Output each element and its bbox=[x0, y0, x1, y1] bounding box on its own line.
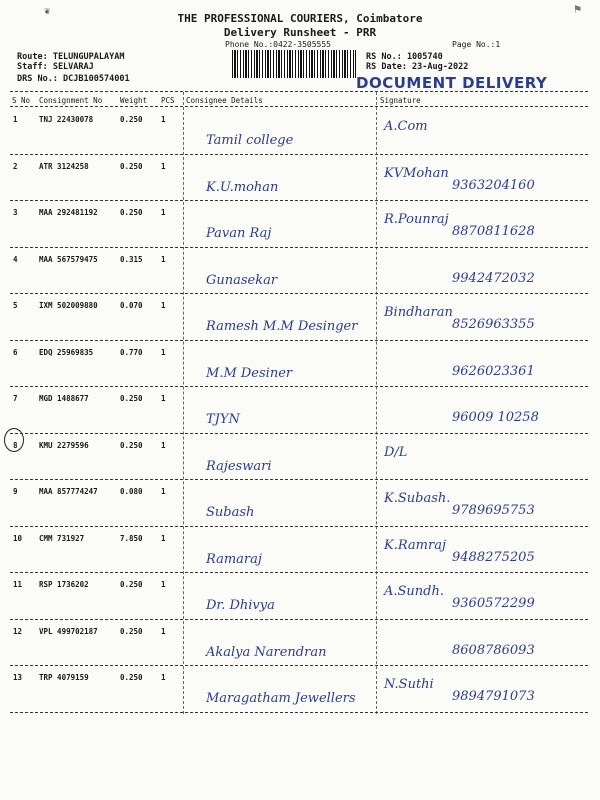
serial-number: 3 bbox=[13, 208, 18, 217]
phone-number: Phone No.:0422-3505555 bbox=[225, 40, 331, 49]
col-consignment: Consignment No bbox=[39, 96, 103, 105]
weight: 0.250 bbox=[120, 161, 143, 171]
serial-number: 5 bbox=[13, 301, 18, 310]
pieces: 1 bbox=[161, 115, 166, 124]
weight: 0.250 bbox=[120, 580, 143, 589]
serial-number: 8 bbox=[13, 440, 18, 450]
pieces: 1 bbox=[161, 394, 166, 403]
serial-number: 2 bbox=[13, 161, 18, 171]
consignee-handwriting: Subash bbox=[206, 505, 255, 520]
runsheet-subtitle: Delivery Runsheet - PRR bbox=[223, 26, 377, 39]
column-divider bbox=[376, 92, 377, 714]
recipient-signature: D/L bbox=[384, 444, 408, 460]
pieces: 1 bbox=[161, 487, 166, 496]
corner-mark: ⚑ bbox=[574, 2, 582, 16]
recipient-phone: 96009 10258 bbox=[452, 410, 539, 425]
recipient-phone: 9360572299 bbox=[452, 596, 535, 611]
recipient-signature: A.Com bbox=[384, 119, 428, 134]
header-divider bbox=[10, 106, 588, 107]
serial-number: 10 bbox=[13, 533, 23, 543]
row-divider bbox=[10, 386, 588, 387]
col-weight: Weight bbox=[120, 96, 148, 105]
consignment-number: VPL 499702187 bbox=[39, 626, 98, 636]
row-divider bbox=[10, 154, 588, 155]
barcode bbox=[232, 50, 356, 78]
weight: 0.070 bbox=[120, 301, 143, 310]
col-pcs: PCS bbox=[161, 96, 175, 105]
pieces: 1 bbox=[161, 440, 166, 450]
row-divider bbox=[10, 526, 588, 527]
recipient-signature: KVMohan bbox=[384, 165, 449, 181]
consignee-handwriting: TJYN bbox=[206, 412, 240, 427]
row-divider bbox=[10, 572, 588, 573]
consignee-handwriting: Ramaraj bbox=[206, 551, 262, 567]
recipient-signature: N.Suthi bbox=[384, 677, 434, 692]
recipient-signature: Bindharan bbox=[384, 305, 453, 320]
weight: 0.250 bbox=[120, 626, 143, 636]
weight: 0.250 bbox=[120, 673, 143, 682]
recipient-phone: 9488275205 bbox=[452, 549, 535, 565]
serial-number: 4 bbox=[13, 254, 18, 264]
consignee-handwriting: Rajeswari bbox=[206, 458, 272, 474]
recipient-signature: R.Pounraj bbox=[384, 212, 449, 227]
consignment-number: TNJ 22430078 bbox=[39, 115, 94, 124]
drs-number: DRS No.: DCJB100574001 bbox=[17, 74, 130, 84]
staff: Staff: SELVARAJ bbox=[17, 62, 94, 72]
consignment-number: ATR 3124258 bbox=[39, 161, 89, 171]
recipient-phone: 9626023361 bbox=[452, 363, 535, 379]
consignment-number: MAA 857774247 bbox=[39, 487, 98, 496]
recipient-phone: 8608786093 bbox=[452, 642, 535, 658]
pieces: 1 bbox=[161, 161, 166, 171]
weight: 7.850 bbox=[120, 533, 143, 543]
consignee-handwriting: Pavan Raj bbox=[206, 226, 272, 241]
weight: 0.250 bbox=[120, 440, 143, 450]
row-divider bbox=[10, 665, 588, 666]
recipient-phone: 9789695753 bbox=[452, 503, 535, 518]
consignment-number: MAA 567579475 bbox=[39, 254, 98, 264]
consignment-number: MGD 1488677 bbox=[39, 394, 89, 403]
weight: 0.315 bbox=[120, 254, 143, 264]
page-number: Page No.:1 bbox=[452, 40, 501, 49]
consignee-handwriting: M.M Desiner bbox=[206, 365, 293, 381]
consignee-handwriting: Gunasekar bbox=[206, 272, 278, 288]
weight: 0.250 bbox=[120, 394, 143, 403]
recipient-signature: A.Sundh. bbox=[384, 584, 444, 599]
serial-number: 11 bbox=[13, 580, 23, 589]
col-signature: Signature bbox=[380, 96, 421, 105]
pieces: 1 bbox=[161, 301, 166, 310]
consignment-number: MAA 292481192 bbox=[39, 208, 98, 217]
pieces: 1 bbox=[161, 254, 166, 264]
row-divider bbox=[10, 247, 588, 248]
consignment-number: TRP 4079159 bbox=[39, 673, 89, 682]
serial-number: 7 bbox=[13, 394, 18, 403]
recipient-signature: K.Subash. bbox=[384, 491, 451, 506]
row-divider bbox=[10, 433, 588, 434]
row-divider bbox=[10, 479, 588, 480]
serial-number: 13 bbox=[13, 673, 23, 682]
recipient-phone: 9363204160 bbox=[452, 177, 535, 193]
consignee-handwriting: Dr. Dhivya bbox=[206, 598, 275, 613]
consignee-handwriting: Akalya Narendran bbox=[206, 644, 327, 660]
serial-number: 1 bbox=[13, 115, 18, 124]
column-divider bbox=[183, 92, 184, 714]
recipient-phone: 8526963355 bbox=[452, 317, 535, 332]
pieces: 1 bbox=[161, 580, 166, 589]
consignment-number: IXM 502009880 bbox=[39, 301, 98, 310]
rs-number: RS No.: 1005740 bbox=[366, 52, 443, 62]
serial-number: 9 bbox=[13, 487, 18, 496]
recipient-signature: K.Ramraj bbox=[384, 537, 447, 553]
rs-date: RS Date: 23-Aug-2022 bbox=[366, 62, 469, 72]
corner-mark: ❦ bbox=[44, 6, 51, 17]
row-divider bbox=[10, 712, 588, 713]
route: Route: TELUNGUPALAYAM bbox=[17, 52, 125, 62]
consignee-handwriting: K.U.mohan bbox=[206, 179, 279, 195]
recipient-phone: 8870811628 bbox=[452, 224, 535, 239]
consignment-number: EDQ 25969835 bbox=[39, 347, 94, 357]
col-sno: S No bbox=[12, 96, 31, 105]
recipient-phone: 9942472032 bbox=[452, 270, 535, 286]
consignment-number: KMU 2279596 bbox=[39, 440, 89, 450]
serial-number: 6 bbox=[13, 347, 18, 357]
weight: 0.080 bbox=[120, 487, 143, 496]
company-title: THE PROFESSIONAL COURIERS, Coimbatore bbox=[177, 12, 423, 25]
document-delivery-stamp: DOCUMENT DELIVERY bbox=[356, 74, 548, 92]
weight: 0.770 bbox=[120, 347, 143, 357]
pieces: 1 bbox=[161, 673, 166, 682]
row-divider bbox=[10, 340, 588, 341]
consignment-number: RSP 1736202 bbox=[39, 580, 89, 589]
consignee-handwriting: Ramesh M.M Desinger bbox=[206, 319, 358, 334]
pieces: 1 bbox=[161, 347, 166, 357]
consignee-handwriting: Maragatham Jewellers bbox=[206, 691, 356, 706]
consignment-number: CMM 731927 bbox=[39, 533, 85, 543]
weight: 0.250 bbox=[120, 115, 143, 124]
col-consignee: Consignee Details bbox=[186, 96, 263, 105]
row-divider bbox=[10, 293, 588, 294]
weight: 0.250 bbox=[120, 208, 143, 217]
serial-number: 12 bbox=[13, 626, 23, 636]
pieces: 1 bbox=[161, 626, 166, 636]
recipient-phone: 9894791073 bbox=[452, 689, 535, 704]
consignee-handwriting: Tamil college bbox=[206, 133, 294, 148]
pieces: 1 bbox=[161, 533, 166, 543]
row-divider bbox=[10, 619, 588, 620]
header-divider bbox=[10, 91, 588, 92]
row-divider bbox=[10, 200, 588, 201]
pieces: 1 bbox=[161, 208, 166, 217]
